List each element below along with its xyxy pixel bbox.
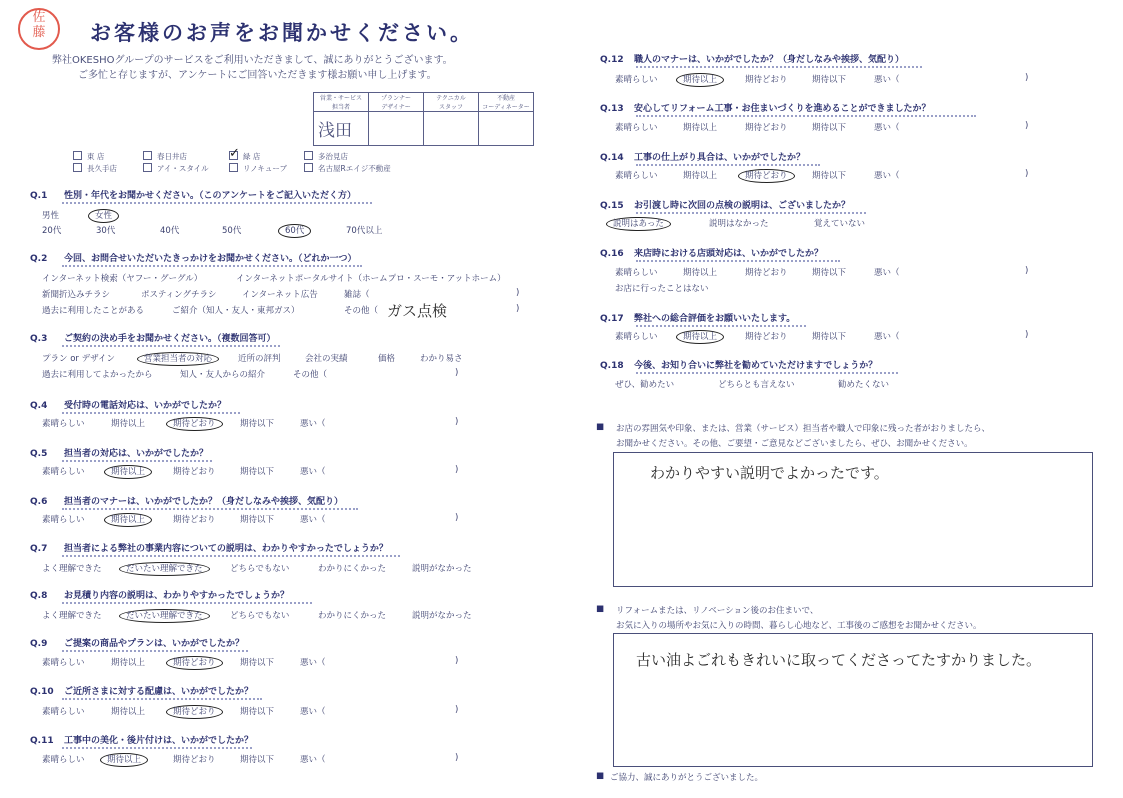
q11-option: 期待どおり — [173, 755, 216, 765]
q2-option: その他（ — [344, 306, 379, 316]
q2-option: インターネットポータルサイト（ホームプロ・スーモ・アットホーム） — [236, 274, 506, 284]
q15-option: 覚えていない — [814, 219, 866, 229]
q9-option-selected: 期待どおり — [166, 656, 223, 670]
thanks-message: ご協力、誠にありがとうございました。 — [610, 773, 764, 783]
q16-option: 期待以上 — [683, 268, 718, 278]
checkbox-store-2[interactable] — [143, 151, 152, 160]
staff-technical-cell — [424, 112, 479, 146]
q11-option: 悪い（ — [300, 755, 326, 765]
question-q13: Q.13 安心してリフォーム工事・お住まいづくりを進めることができましたか？ — [600, 104, 931, 114]
question-q7: Q.7 担当者による弊社の事業内容についての説明は、わかりやすかったでしょうか？ — [30, 544, 388, 554]
page-title: お客様のお声をお聞かせください。 — [90, 21, 474, 45]
q1-age-option: 70代以上 — [346, 226, 383, 236]
question-underline — [62, 650, 248, 652]
question-q12: Q.12 職人のマナーは、いかがでしたか？（身だしなみや挨拶、気配り） — [600, 55, 905, 65]
q12-option: 素晴らしい — [615, 75, 658, 85]
staff-header-sales: 営業・サービス 担当者 — [314, 93, 369, 112]
q2-option: ご紹介（知人・友人・東邦ガス） — [172, 306, 300, 316]
question-underline — [636, 372, 898, 374]
q17-option: 悪い（ — [874, 332, 900, 342]
q6-option: 素晴らしい — [42, 515, 85, 525]
q4-option: 期待以上 — [111, 419, 146, 429]
q8-option: 説明がなかった — [412, 611, 472, 621]
question-q11: Q.11 工事中の美化・後片付けは、いかがでしたか？ — [30, 736, 254, 746]
q9-option: 期待以下 — [240, 658, 275, 668]
q13-option: 期待以下 — [812, 123, 847, 133]
q11-option: 素晴らしい — [42, 755, 85, 765]
staff-header-technical: テクニカル スタッフ — [424, 93, 479, 112]
q2-option: 雑誌（ — [344, 290, 370, 300]
q14-option: 悪い（ — [874, 171, 900, 181]
q14-option-selected: 期待どおり — [738, 169, 795, 183]
question-q17: Q.17 弊社への総合評価をお願いいたします。 — [600, 314, 796, 324]
q3-option: プラン or デザイン — [42, 354, 116, 364]
q10-option: 期待以上 — [111, 707, 146, 717]
q6-option: 悪い（ — [300, 515, 326, 525]
checkbox-store-7[interactable] — [229, 163, 238, 172]
q5-option: 悪い（ — [300, 467, 326, 477]
question-q6: Q.6 担当者のマナーは、いかがでしたか？（身だしなみや挨拶、気配り） — [30, 497, 344, 507]
question-underline — [62, 345, 280, 347]
checkbox-store-8[interactable] — [304, 163, 313, 172]
q1-gender-answer: 女性 — [88, 209, 119, 223]
question-q9: Q.9 ご提案の商品やプランは、いかがでしたか？ — [30, 639, 245, 649]
q1-gender-male: 男性 — [42, 211, 60, 221]
free1-prompt-line-2: お聞かせください。その他、ご要望・ご意見などございましたら、ぜひ、お聞かせください。 — [616, 439, 973, 449]
q16-option: 期待どおり — [745, 268, 788, 278]
q10-option: 期待以下 — [240, 707, 275, 717]
q4-option: 素晴らしい — [42, 419, 85, 429]
question-q1: Q.1 性別・年代をお聞かせください。（このアンケートをご記入いただく方） — [30, 191, 356, 201]
q13-option: 期待どおり — [745, 123, 788, 133]
checkbox-store-4[interactable] — [304, 151, 313, 160]
free1-prompt-line-1: お店の雰囲気や印象、または、営業（サービス）担当者や職人で印象に残った者がおりましたら、 — [616, 424, 991, 434]
q3-bracket-close: ) — [455, 368, 459, 378]
q2-option: ポスティングチラシ — [141, 290, 217, 300]
q7-option: わかりにくかった — [318, 564, 387, 574]
q18-option: どちらとも言えない — [718, 380, 795, 390]
question-underline — [636, 325, 806, 327]
q10-option: 悪い（ — [300, 707, 326, 717]
q5-option: 素晴らしい — [42, 467, 85, 477]
store-label: 長久手店 — [87, 164, 117, 173]
q7-option: 説明がなかった — [412, 564, 472, 574]
q5-option: 期待どおり — [173, 467, 216, 477]
q2-bracket-close: ) — [516, 304, 520, 314]
question-q10: Q.10 ご近所さまに対する配慮は、いかがでしたか？ — [30, 687, 254, 697]
q10-bracket-close: ) — [455, 705, 459, 715]
q1-age-option: 30代 — [96, 226, 116, 236]
question-underline — [62, 602, 312, 604]
q4-option: 悪い（ — [300, 419, 326, 429]
free1-answer-text: わかりやすい説明でよかったです。 — [650, 464, 889, 482]
q12-option: 期待どおり — [745, 75, 788, 85]
store-label: 名古屋Rエイジ不動産 — [318, 164, 391, 173]
staff-realestate-cell — [479, 112, 534, 146]
q3-option: 知人・友人からの紹介 — [180, 370, 266, 380]
question-underline — [62, 747, 252, 749]
q12-option: 期待以下 — [812, 75, 847, 85]
question-underline — [636, 164, 820, 166]
q13-option: 素晴らしい — [615, 123, 658, 133]
q6-bracket-close: ) — [455, 513, 459, 523]
q8-option-selected: だいたい理解できた — [119, 609, 210, 623]
q3-option: 会社の実績 — [305, 354, 348, 364]
q18-option: ぜひ、勧めたい — [615, 380, 675, 390]
question-underline — [636, 115, 976, 117]
question-underline — [636, 260, 840, 262]
q12-option: 悪い（ — [874, 75, 900, 85]
question-q5: Q.5 担当者の対応は、いかがでしたか？ — [30, 449, 209, 459]
q6-option: 期待以下 — [240, 515, 275, 525]
question-underline — [62, 698, 262, 700]
question-underline — [62, 508, 358, 510]
store-label: 東 店 — [87, 152, 105, 161]
q1-age-selected: 60代 — [278, 224, 311, 238]
q3-option: 過去に利用してよかったから — [42, 370, 153, 380]
q2-bracket-close: ) — [516, 288, 520, 298]
q8-option: どちらでもない — [230, 611, 290, 621]
question-q8: Q.8 お見積り内容の説明は、わかりやすかったでしょうか？ — [30, 591, 290, 601]
question-underline — [62, 460, 212, 462]
free2-prompt-line-2: お気に入りの場所やお気に入りの時間、暮らし心地など、工事後のご感想をお聞かせください。 — [616, 621, 982, 631]
q14-option: 素晴らしい — [615, 171, 658, 181]
store-label: 多治見店 — [318, 152, 348, 161]
staff-table — [313, 92, 534, 146]
question-underline — [62, 202, 372, 204]
q11-option: 期待以下 — [240, 755, 275, 765]
staff-sales-name: 浅田 — [314, 112, 369, 146]
q13-option: 期待以上 — [683, 123, 718, 133]
q4-option-selected: 期待どおり — [166, 417, 223, 431]
q3-option: わかり易さ — [420, 354, 463, 364]
q16-option: 悪い（ — [874, 268, 900, 278]
q3-option: その他（ — [293, 370, 328, 380]
q5-option-selected: 期待以上 — [104, 465, 152, 479]
q5-option: 期待以下 — [240, 467, 275, 477]
q17-bracket-close: ) — [1025, 330, 1029, 340]
question-underline — [636, 212, 866, 214]
intro-line-1: 弊社OKESHOグループのサービスをご利用いただきまして、誠にありがとうございます。 — [52, 55, 453, 66]
q11-bracket-close: ) — [455, 753, 459, 763]
checkbox-store-6[interactable] — [143, 163, 152, 172]
seal-stamp: 佐 藤 — [18, 8, 60, 50]
q9-bracket-close: ) — [455, 656, 459, 666]
staff-header-realestate: 不動産 コーディネーター — [479, 93, 534, 112]
section-bullet: ■ — [596, 771, 605, 781]
q2-option: インターネット広告 — [242, 290, 318, 300]
q1-age-option: 20代 — [42, 226, 62, 236]
store-label: アイ・スタイル — [157, 164, 209, 173]
q17-option-selected: 期待以上 — [676, 330, 724, 344]
q12-option-selected: 期待以上 — [676, 73, 724, 87]
q2-option: 新聞折込みチラシ — [42, 290, 111, 300]
q14-option: 期待以上 — [683, 171, 718, 181]
checkbox-store-1[interactable] — [73, 151, 82, 160]
checkbox-store-5[interactable] — [73, 163, 82, 172]
q14-option: 期待以下 — [812, 171, 847, 181]
q5-bracket-close: ) — [455, 465, 459, 475]
question-q2: Q.2 今回、お問合せいただいたきっかけをお聞かせください。（どれか一つ） — [30, 254, 357, 264]
q17-option: 素晴らしい — [615, 332, 658, 342]
q11-option-selected: 期待以上 — [100, 753, 148, 767]
q12-bracket-close: ) — [1025, 73, 1029, 83]
q15-option-selected: 説明はあった — [606, 217, 671, 231]
q8-option: わかりにくかった — [318, 611, 387, 621]
q7-option: どちらでもない — [230, 564, 290, 574]
question-q16: Q.16 来店時における店頭対応は、いかがでしたか？ — [600, 249, 824, 259]
q1-age-option: 50代 — [222, 226, 242, 236]
q3-option: 近所の評判 — [238, 354, 281, 364]
q4-option: 期待以下 — [240, 419, 275, 429]
q13-bracket-close: ) — [1025, 121, 1029, 131]
question-underline — [636, 66, 922, 68]
q16-option-never-visited: お店に行ったことはない — [615, 284, 709, 294]
store-check-mark: ✓ — [229, 146, 240, 161]
q17-option: 期待どおり — [745, 332, 788, 342]
question-q15: Q.15 お引渡し時に次回の点検の説明は、ございましたか？ — [600, 201, 851, 211]
q2-option: インターネット検索（ヤフー・グーグル） — [42, 274, 203, 284]
store-label: リノキューブ — [243, 164, 288, 173]
section-bullet: ■ — [596, 422, 605, 432]
q16-bracket-close: ) — [1025, 266, 1029, 276]
q10-option: 素晴らしい — [42, 707, 85, 717]
q6-option-selected: 期待以上 — [104, 513, 152, 527]
free2-prompt-line-1: リフォームまたは、リノベーション後のお住まいで、 — [616, 606, 819, 616]
intro-line-2: ご多忙と存じますが、アンケートにご回答いただきます様お願い申し上げます。 — [78, 70, 437, 81]
q17-option: 期待以下 — [812, 332, 847, 342]
question-underline — [62, 412, 240, 414]
store-label: 春日井店 — [157, 152, 187, 161]
q1-age-option: 40代 — [160, 226, 180, 236]
question-q4: Q.4 受付時の電話対応は、いかがでしたか？ — [30, 401, 227, 411]
q6-option: 期待どおり — [173, 515, 216, 525]
q9-option: 悪い（ — [300, 658, 326, 668]
section-bullet: ■ — [596, 604, 605, 614]
question-underline — [62, 265, 362, 267]
q3-option: 価格 — [378, 354, 396, 364]
q2-other-answer: ガス点検 — [387, 302, 448, 320]
q3-option-selected: 営業担当者の対応 — [137, 352, 219, 366]
q2-option: 過去に利用したことがある — [42, 306, 145, 316]
staff-header-planner: プランナー デザイナー — [369, 93, 424, 112]
q16-option: 期待以下 — [812, 268, 847, 278]
staff-planner-cell — [369, 112, 424, 146]
question-q18: Q.18 今後、お知り合いに弊社を勧めていただけますでしょうか？ — [600, 361, 878, 371]
q13-option: 悪い（ — [874, 123, 900, 133]
q9-option: 期待以上 — [111, 658, 146, 668]
question-q3: Q.3 ご契約の決め手をお聞かせください。（複数回答可） — [30, 334, 276, 344]
q9-option: 素晴らしい — [42, 658, 85, 668]
question-q14: Q.14 工事の仕上がり具合は、いかがでしたか？ — [600, 153, 806, 163]
q8-option: よく理解できた — [42, 611, 102, 621]
q4-bracket-close: ) — [455, 417, 459, 427]
q16-option: 素晴らしい — [615, 268, 658, 278]
free2-answer-text: 古い油よごれもきれいに取ってくださってたすかりました。 — [636, 651, 1042, 669]
q15-option: 説明はなかった — [709, 219, 769, 229]
store-label: 緑 店 — [243, 152, 261, 161]
q10-option-selected: 期待どおり — [166, 705, 223, 719]
question-underline — [62, 555, 400, 557]
q7-option-selected: だいたい理解できた — [119, 562, 210, 576]
q7-option: よく理解できた — [42, 564, 102, 574]
q14-bracket-close: ) — [1025, 169, 1029, 179]
q18-option: 勧めたくない — [838, 380, 890, 390]
